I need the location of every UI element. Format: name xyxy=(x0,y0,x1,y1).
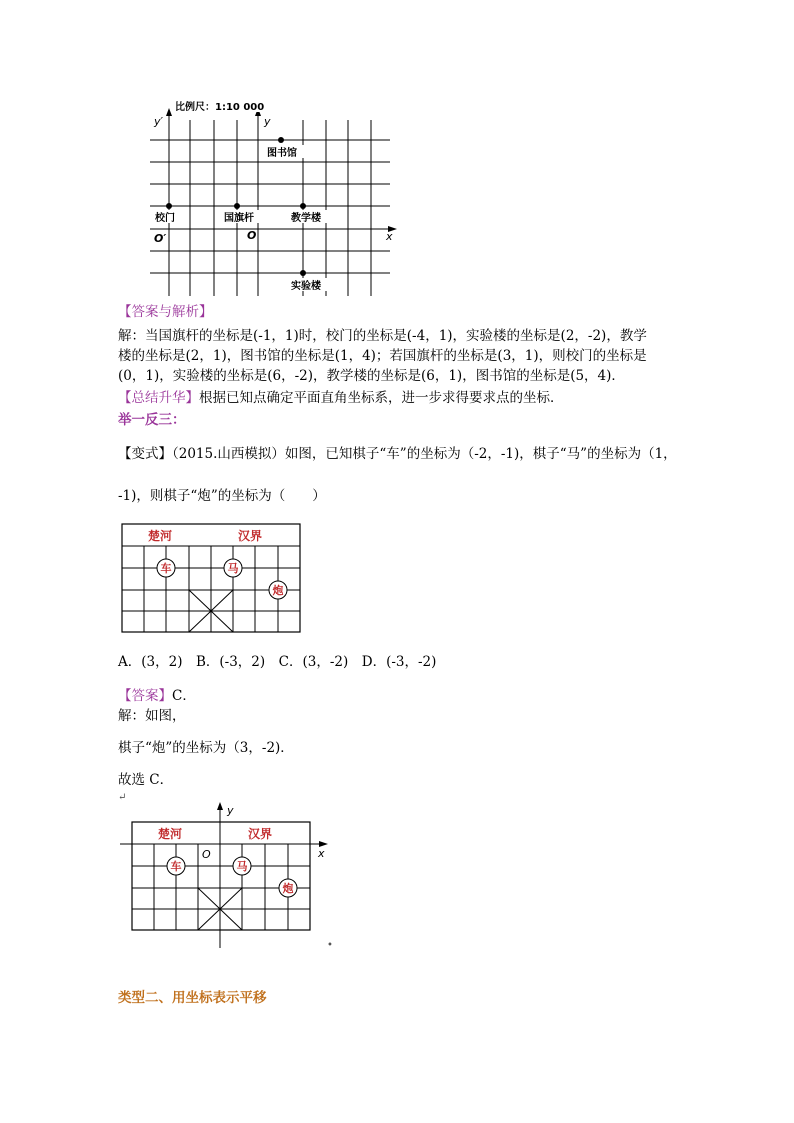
flagpole-point xyxy=(234,203,240,209)
section-heading: 类型二、用坐标表示平移 xyxy=(118,990,267,1006)
fig3-x-axis-label: x xyxy=(318,847,325,860)
y-axis-label: y xyxy=(264,115,271,128)
practice-heading: 举一反三： xyxy=(118,412,186,428)
fig3-river-right-label: 汉界 xyxy=(248,827,273,841)
variant-label: 【变式】 xyxy=(118,446,172,462)
fig3-origin-label: O xyxy=(202,848,211,861)
answer-options: A．(3，2) B．(-3，2) C．(3，-2) D．(-3，-2) xyxy=(118,654,437,670)
y-prime-axis-label: y′ xyxy=(154,115,164,128)
piece-che-label: 车 xyxy=(160,562,172,575)
campus-map-figure xyxy=(140,98,402,300)
origin-prime-label: O′ xyxy=(154,232,167,245)
fig3-piece-ma-label: 马 xyxy=(236,860,248,873)
end-mark: • xyxy=(327,940,333,951)
library-point xyxy=(278,137,284,143)
library-label: 图书馆 xyxy=(267,148,297,159)
teaching-building-point xyxy=(300,203,306,209)
variant-line-2: -1)，则棋子“炮”的坐标为（ ） xyxy=(118,488,326,504)
fig3-piece-pao-label: 炮 xyxy=(282,882,294,895)
analysis-line-2: 楼的坐标是(2，1)，图书馆的坐标是(1，4)；若国旗杆的坐标是(3，1)，则校门的坐标是 xyxy=(118,348,647,364)
flagpole-label: 国旗杆 xyxy=(224,213,254,224)
river-left-label: 楚河 xyxy=(148,529,173,543)
fig3-river-left-label: 楚河 xyxy=(158,827,183,841)
summary-text: 根据已知点确定平面直角坐标系，进一步求得要求点的坐标． xyxy=(199,390,564,406)
x-axis-label: x xyxy=(386,230,393,243)
fig3-y-axis-label: y xyxy=(227,804,234,817)
return-mark: ↵ xyxy=(118,792,127,803)
fig3-piece-che-label: 车 xyxy=(170,860,182,873)
variant-line-1 xyxy=(118,444,677,464)
answer-label: 【答案】 xyxy=(118,688,172,704)
variant-text: （2015.山西模拟）如图，已知棋子“车”的坐标为（-2，-1)，棋子“马”的坐标为（1， xyxy=(172,446,677,462)
answer-line xyxy=(118,686,196,706)
origin-label: O xyxy=(247,229,257,242)
gate-label: 校门 xyxy=(155,213,175,224)
solution-line-3: 故选 C． xyxy=(118,772,174,788)
chess-board-figure xyxy=(118,520,304,636)
analysis-line-3: (0，1)，实验楼的坐标是(6，-2)，教学楼的坐标是(6，1)，图书馆的坐标是(5，4)． xyxy=(118,368,625,384)
summary-paragraph xyxy=(118,388,564,408)
teaching-building-label: 教学楼 xyxy=(291,213,321,224)
scale-label: 比例尺：1:10 000 xyxy=(175,102,265,113)
piece-ma-label: 马 xyxy=(227,562,239,575)
answer-value: C． xyxy=(172,688,196,704)
river-right-label: 汉界 xyxy=(238,529,263,543)
answer-analysis-heading: 【答案与解析】 xyxy=(118,304,213,320)
lab-building-label: 实验楼 xyxy=(291,281,321,292)
chess-board-coordinate-figure xyxy=(120,802,336,950)
solution-line-1: 解：如图， xyxy=(118,708,186,724)
summary-heading: 【总结升华】 xyxy=(118,390,199,406)
lab-building-point xyxy=(300,270,306,276)
solution-line-2: 棋子“炮”的坐标为（3，-2)． xyxy=(118,740,294,756)
gate-point xyxy=(166,203,172,209)
piece-pao-label: 炮 xyxy=(272,584,284,597)
analysis-line-1: 解：当国旗杆的坐标是(-1，1)时，校门的坐标是(-4，1)，实验楼的坐标是(2，-2)，教学 xyxy=(118,328,647,344)
